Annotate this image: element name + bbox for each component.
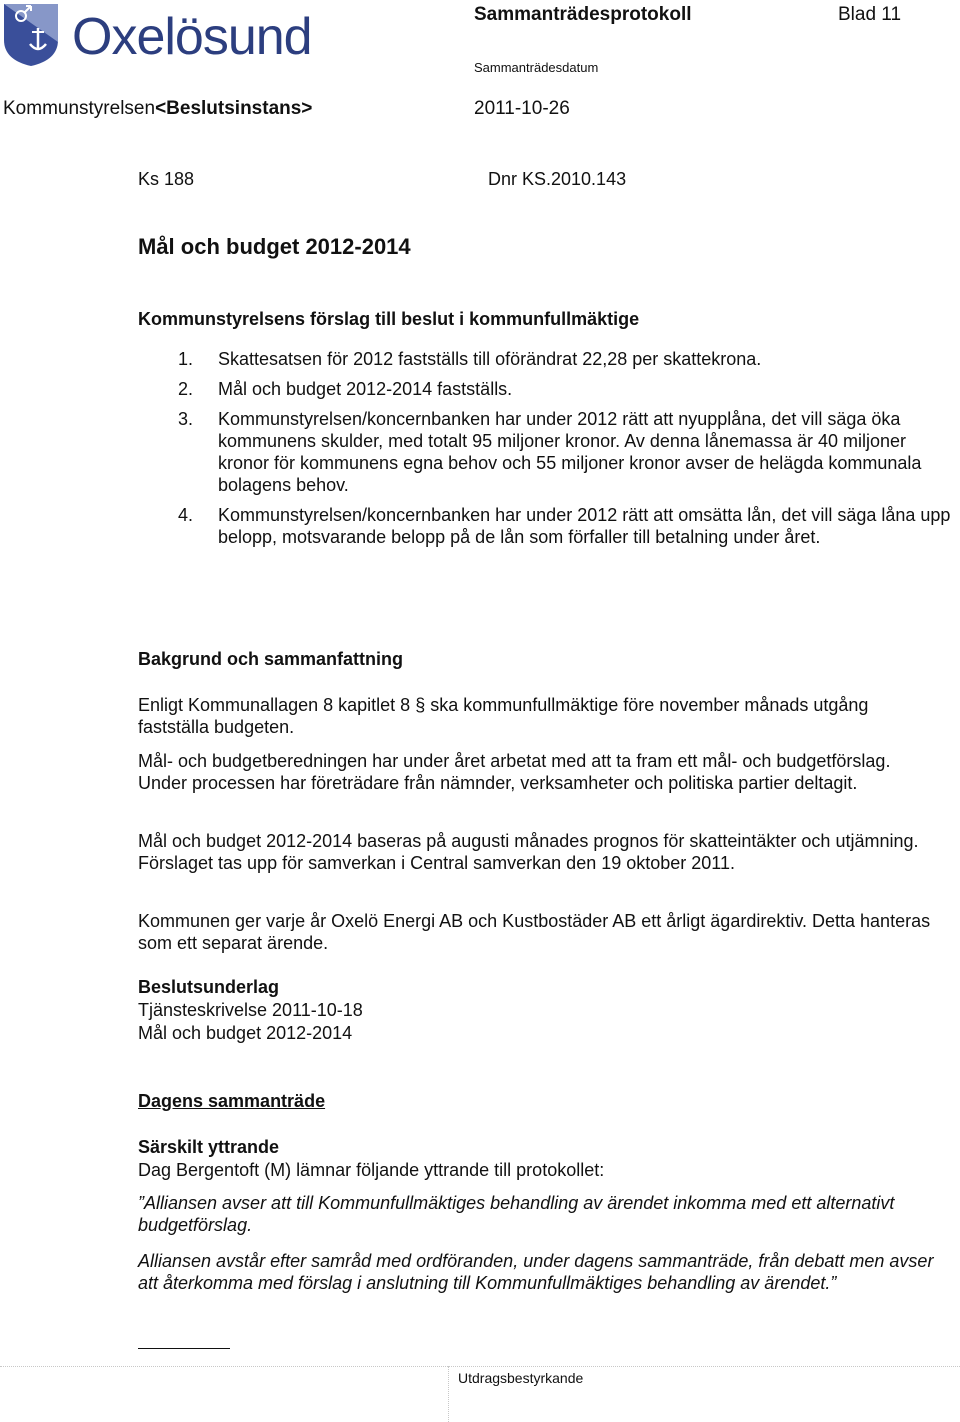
- background-paragraph: Mål och budget 2012-2014 baseras på augusti månades prognos för skatteintäkter och utjämning. Förslaget tas upp för samverkan i Central samverkan den 19 oktober 2011.: [138, 831, 919, 873]
- basis-item: Tjänsteskrivelse 2011-10-18: [138, 1000, 363, 1020]
- body-name: Kommunstyrelsen: [3, 98, 156, 119]
- decision-item: [178, 348, 960, 370]
- decision-item-number: 3.: [178, 409, 194, 429]
- statement-heading: Särskilt yttrande: [138, 1137, 280, 1157]
- signature-line: [138, 1348, 230, 1349]
- law-reference-rest: ska kommunfullmäktige före november månads utgång fastställa budgeten.: [138, 695, 869, 737]
- background-paragraph: [138, 694, 938, 738]
- basis-item: Mål och budget 2012-2014: [138, 1023, 353, 1043]
- decision-list: [178, 348, 960, 556]
- statement-intro: Dag Bergentoft (M) lämnar följande yttrande till protokollet:: [138, 1160, 605, 1180]
- decision-item: [178, 504, 960, 548]
- decision-item-number: 4.: [178, 505, 194, 525]
- statement-quote: Alliansen avstår efter samråd med ordföranden, under dagens sammanträde, från debatt men avser att återkomma med förslag i anslutning till Kommunfullmäktiges behandling av ärendet.”: [138, 1251, 934, 1293]
- decision-item-text: Kommunstyrelsen/koncernbanken har under 2012 rätt att omsätta lån, det vill säga låna upp belopp, motsvarande belopp på de lån som förfaller till betalning under året.: [218, 505, 951, 547]
- decision-body: [3, 98, 312, 120]
- background-paragraph: Mål- och budgetberedningen har under året arbetat med att ta fram ett mål- och budgetförslag. Under processen har företrädare från nämnder, verksamheter och politiska partier deltagit.: [138, 751, 891, 793]
- statement-quote: ”Alliansen avser att till Kommunfullmäktiges behandling av ärendet inkomma med ett alternativt budgetförslag.: [138, 1193, 895, 1235]
- registration-number: Dnr KS.2010.143: [488, 169, 627, 189]
- meeting-date: 2011-10-26: [474, 98, 570, 119]
- decision-item-text: Mål och budget 2012-2014 fastställs.: [218, 379, 513, 399]
- certification-label: Utdragsbestyrkande: [458, 1370, 584, 1386]
- logo-wordmark: Oxelösund: [72, 8, 312, 66]
- basis-heading: Beslutsunderlag: [138, 977, 280, 997]
- decision-item-text: Kommunstyrelsen/koncernbanken har under 2012 rätt att nyupplåna, det vill säga öka kommunens skulder, med totalt 95 miljoner kronor. Av denna lånemassa är 40 miljoner kronor för kommunens egna behov och 55 miljoner kronor avser de helägda kommunala bolagens behov.: [218, 409, 922, 495]
- proposal-heading: Kommunstyrelsens förslag till beslut i kommunfullmäktige: [138, 309, 640, 329]
- meeting-heading: Dagens sammanträde: [138, 1091, 326, 1111]
- background-paragraph: Kommunen ger varje år Oxelö Energi AB och Kustbostäder AB ett årligt ägardirektiv. Detta hanteras som ett separat ärende.: [138, 911, 931, 953]
- meeting-date-label: Sammanträdesdatum: [474, 60, 599, 75]
- law-reference: Enligt Kommunallagen 8 kapitlet 8: [138, 695, 411, 715]
- case-number: Ks 188: [138, 169, 195, 189]
- decision-item-number: 2.: [178, 379, 194, 399]
- decision-instance: <Beslutsinstans>: [155, 98, 313, 119]
- decision-item-number: 1.: [178, 349, 194, 369]
- footer-divider: [0, 1366, 960, 1367]
- decision-item: [178, 408, 960, 496]
- background-heading: Bakgrund och sammanfattning: [138, 649, 404, 669]
- page-number: Blad 11: [838, 4, 902, 25]
- footer-column-divider: [448, 1366, 449, 1422]
- protocol-title: Sammanträdesprotokoll: [474, 4, 692, 25]
- section-sign-icon: §: [415, 695, 426, 715]
- decision-item: [178, 378, 960, 400]
- decision-item-text: Skattesatsen för 2012 fastställs till oförändrat 22,28 per skattekrona.: [218, 349, 762, 369]
- municipal-shield-logo: [2, 2, 60, 68]
- case-title: Mål och budget 2012-2014: [138, 234, 411, 259]
